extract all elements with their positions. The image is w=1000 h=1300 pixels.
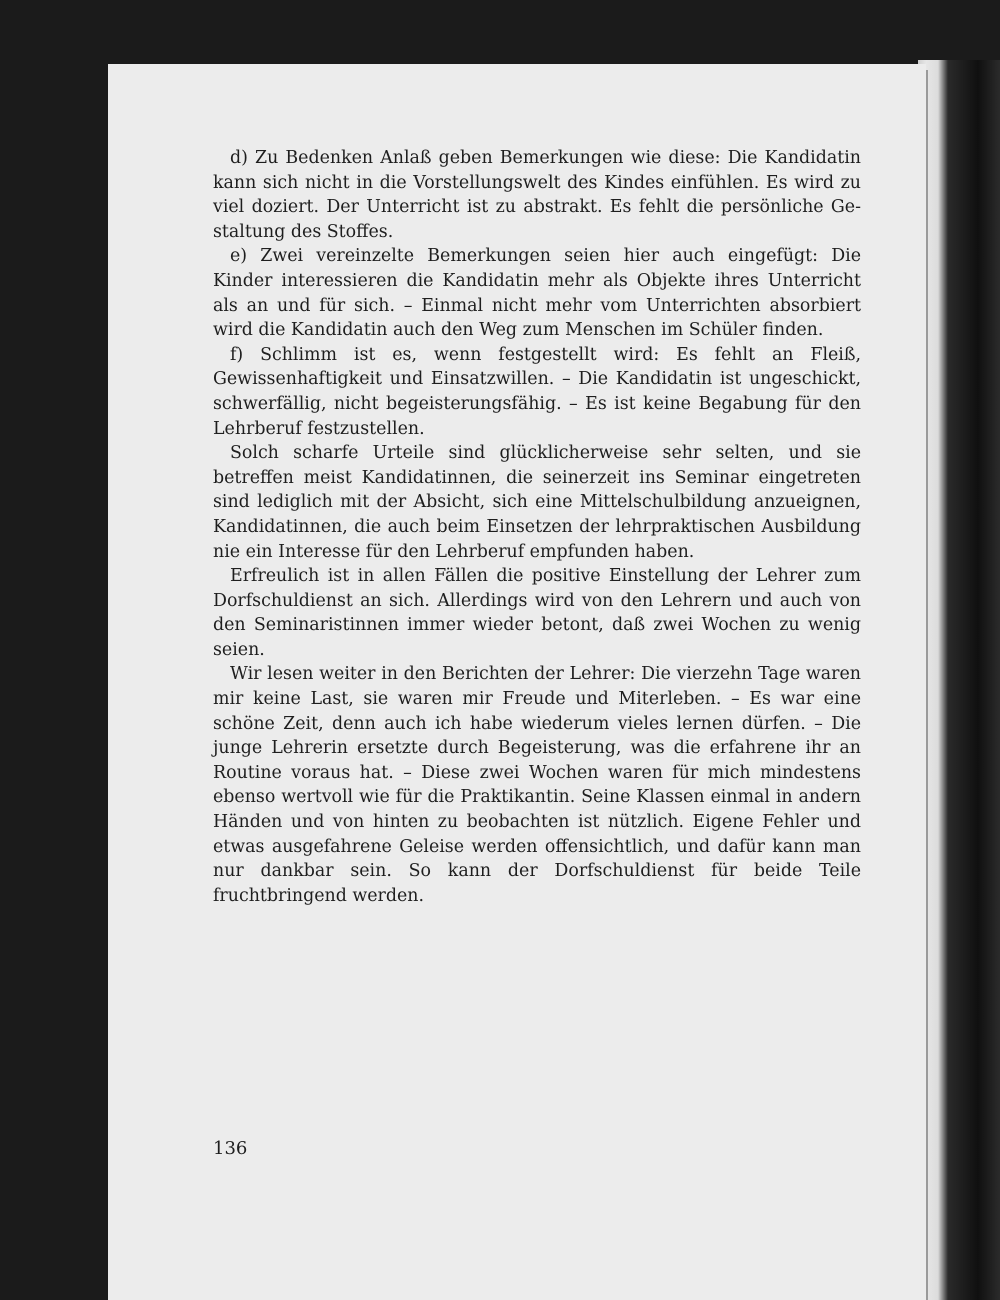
page-body-text (213, 146, 861, 908)
paragraph-f: f) Schlimm ist es, wenn festgestellt wird: Es fehlt an Fleiß, Gewissenhaftigkeit und Einsatzwillen. – Die Kandidatin ist ungeschickt, schwerfällig, nicht begeisterungsfähig. – Es ist keine Begabung für den Lehrberuf festzustellen. (213, 344, 861, 439)
paragraph-teacher-reports: Wir lesen weiter in den Berichten der Lehrer: Die vierzehn Tage waren mir keine Last, sie waren mir Freude und Miterleben. – Es war eine schöne Zeit, denn auch ich habe wiederum vieles lernen dürfen. – Die junge Lehrerin ersetzte durch Begeisterung, was die erfahrene ihr an Routine voraus hat. – Diese zwei Wochen waren für mich mindestens ebenso wertvoll wie für die Praktikantin. Seine Klassen einmal in andern Händen und von hinten zu beobachten ist nützlich. Eigene Fehler und etwas ausgefahrene Geleise werden offensichtlich, und dafür kann man nur dankbar sein. So kann der Dorfschuldienst für beide Teile fruchtbringend werden. (213, 664, 861, 906)
paragraph-d: d) Zu Bedenken Anlaß geben Bemerkungen wie diese: Die Kandidatin kann sich nicht in die Vorstellungswelt des Kindes einfühlen. Es wird zu viel doziert. Der Unterricht ist zu abstrakt. Es fehlt die persönliche Gestaltung des Stoffes. (213, 148, 861, 242)
book-spine (926, 70, 928, 1300)
page-number: 136 (213, 1138, 248, 1159)
paragraph-e: e) Zwei vereinzelte Bemerkungen seien hier auch eingefügt: Die Kinder interessieren die Kandidatin mehr als Objekte ihres Unterricht als an und für sich. – Einmal nicht mehr vom Unterrichten absorbiert wird die Kandidatin auch den Weg zum Menschen im Schüler finden. (213, 246, 861, 341)
paragraph-harsh-judgments: Solch scharfe Urteile sind glücklicherweise sehr selten, und sie betreffen meist Kandidatinnen, die seinerzeit ins Seminar eingetreten sind lediglich mit der Absicht, sich eine Mittelschulbildung anzueignen, Kandidatinnen, die auch beim Einsetzen der lehrpraktischen Ausbildung nie ein Interesse für den Lehrberuf empfunden haben. (213, 443, 861, 562)
paragraph-positive-attitude: Erfreulich ist in allen Fällen die positive Einstellung der Lehrer zum Dorfschuldienst an sich. Allerdings wird von den Lehrern und auch von den Seminaristinnen immer wieder betont, daß zwei Wochen zu wenig seien. (213, 566, 861, 660)
next-page-edge (918, 60, 1000, 1300)
